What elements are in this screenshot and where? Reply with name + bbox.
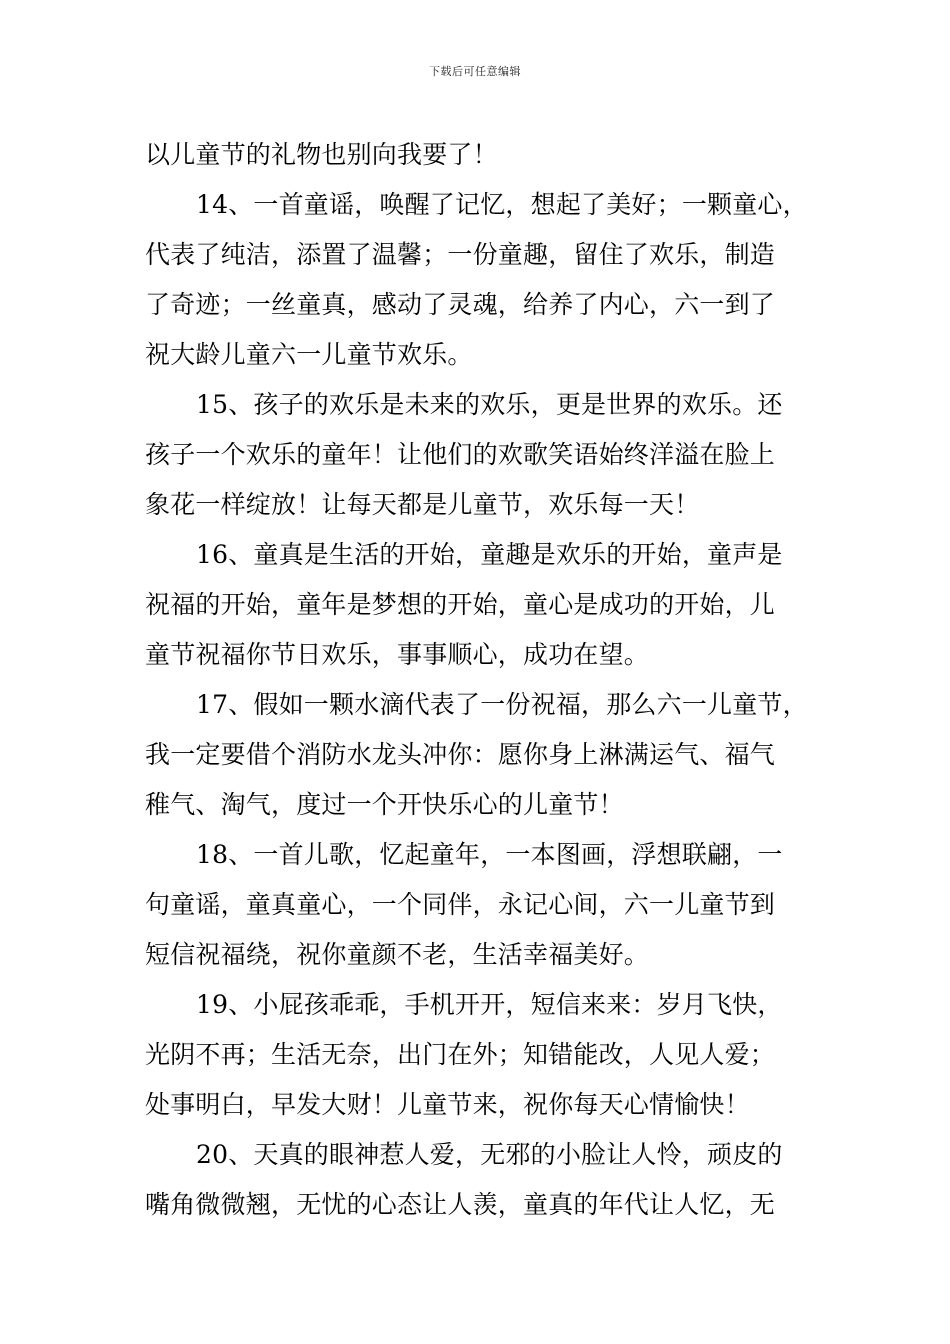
document-body <box>145 130 825 1230</box>
text-line: 句童谣，童真童心，一个同伴，永记心间，六一儿童节到 <box>145 890 776 919</box>
header-note: 下载后可任意编辑 <box>429 65 521 78</box>
text-line: 短信祝福绕，祝你童颜不老，生活幸福美好。 <box>145 940 650 969</box>
text-line: 18、一首儿歌，忆起童年，一本图画，浮想联翩，一 <box>196 840 783 869</box>
text-line: 孩子一个欢乐的童年！让他们的欢歌笑语始终洋溢在脸上 <box>145 440 776 469</box>
text-line: 19、小屁孩乖乖，手机开开，短信来来：岁月飞快， <box>196 990 783 1019</box>
text-line: 我一定要借个消防水龙头冲你：愿你身上淋满运气、福气 <box>145 740 776 769</box>
text-line: 15、孩子的欢乐是未来的欢乐，更是世界的欢乐。还 <box>196 390 783 419</box>
text-line: 祝大龄儿童六一儿童节欢乐。 <box>145 340 473 369</box>
text-line: 童节祝福你节日欢乐，事事顺心，成功在望。 <box>145 640 650 669</box>
text-line: 代表了纯洁，添置了温馨；一份童趣，留住了欢乐，制造 <box>145 240 776 269</box>
text-line: 16、童真是生活的开始，童趣是欢乐的开始，童声是 <box>196 540 783 569</box>
text-line: 光阴不再；生活无奈，出门在外；知错能改，人见人爱； <box>145 1040 776 1069</box>
text-line: 17、假如一颗水滴代表了一份祝福，那么六一儿童节， <box>196 690 808 719</box>
text-line: 稚气、淘气，度过一个开快乐心的儿童节！ <box>145 790 624 819</box>
text-line: 祝福的开始，童年是梦想的开始，童心是成功的开始，儿 <box>145 590 776 619</box>
text-line: 嘴角微微翘，无忧的心态让人羡，童真的年代让人忆，无 <box>145 1190 776 1219</box>
text-line: 了奇迹；一丝童真，感动了灵魂，给养了内心，六一到了 <box>145 290 776 319</box>
text-line: 象花一样绽放！让每天都是儿童节，欢乐每一天！ <box>145 490 700 519</box>
text-line: 以儿童节的礼物也别向我要了！ <box>145 140 498 169</box>
text-line: 14、一首童谣，唤醒了记忆，想起了美好；一颗童心， <box>196 190 808 219</box>
text-line: 20、天真的眼神惹人爱，无邪的小脸让人怜，顽皮的 <box>196 1140 783 1169</box>
text-line: 处事明白，早发大财！儿童节来，祝你每天心情愉快！ <box>145 1090 750 1119</box>
